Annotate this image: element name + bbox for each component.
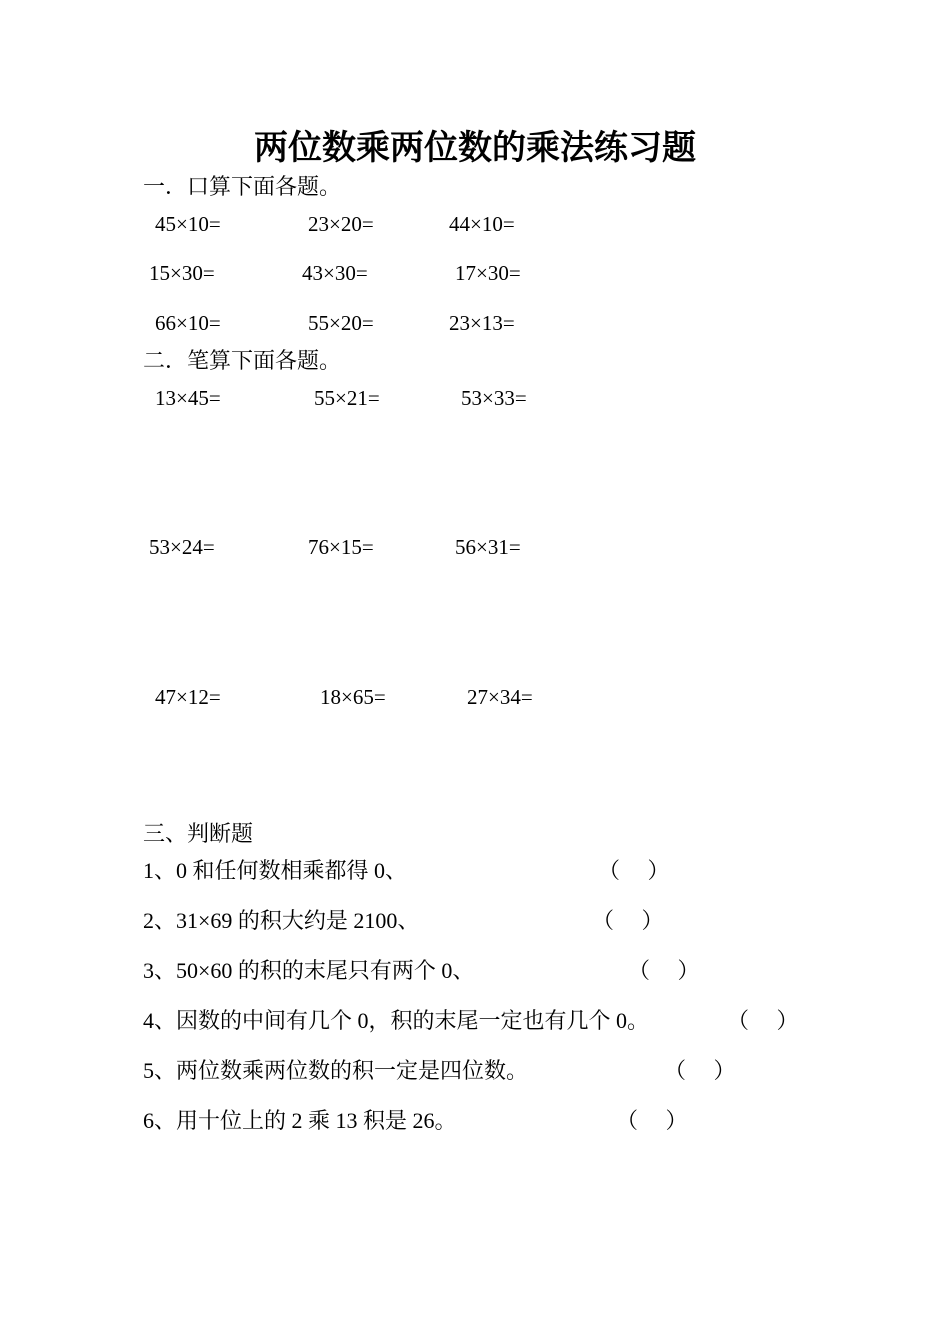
judge-item-text: 6、用十位上的 2 乘 13 积是 26。 [143, 1108, 457, 1133]
written-problem: 47×12= [155, 685, 221, 709]
oral-problem: 17×30= [455, 261, 521, 285]
judge-answer-blank[interactable]: （ ） [592, 908, 664, 933]
judge-answer-blank[interactable]: （ ） [727, 1008, 799, 1033]
oral-problem: 23×20= [308, 212, 374, 236]
judge-answer-blank[interactable]: （ ） [616, 1108, 688, 1133]
oral-problem: 43×30= [302, 261, 368, 285]
judge-answer-blank[interactable]: （ ） [664, 1058, 736, 1083]
judge-item-text: 4、因数的中间有几个 0，积的末尾一定也有几个 0。 [143, 1008, 650, 1033]
written-problem: 56×31= [455, 535, 521, 559]
oral-problem: 55×20= [308, 311, 374, 335]
written-problem: 53×24= [149, 535, 215, 559]
written-problem: 18×65= [320, 685, 386, 709]
oral-problem: 66×10= [155, 311, 221, 335]
judge-item-text: 2、31×69 的积大约是 2100、 [143, 908, 420, 933]
section-3-heading: 三、判断题 [143, 821, 254, 846]
oral-problem: 44×10= [449, 212, 515, 236]
judge-answer-blank[interactable]: （ ） [628, 958, 700, 983]
oral-problem: 45×10= [155, 212, 221, 236]
written-problem: 53×33= [461, 386, 527, 410]
written-problem: 76×15= [308, 535, 374, 559]
page-title: 两位数乘两位数的乘法练习题 [254, 130, 696, 167]
section-1-heading: 一．口算下面各题。 [143, 174, 342, 199]
judge-item-text: 5、两位数乘两位数的积一定是四位数。 [143, 1058, 529, 1083]
section-2-heading: 二．笔算下面各题。 [143, 348, 342, 373]
judge-answer-blank[interactable]: （ ） [598, 858, 670, 883]
judge-item-text: 3、50×60 的积的末尾只有两个 0、 [143, 958, 475, 983]
written-problem: 27×34= [467, 685, 533, 709]
judge-item-text: 1、0 和任何数相乘都得 0、 [143, 858, 408, 883]
oral-problem: 23×13= [449, 311, 515, 335]
oral-problem: 15×30= [149, 261, 215, 285]
written-problem: 55×21= [314, 386, 380, 410]
written-problem: 13×45= [155, 386, 221, 410]
